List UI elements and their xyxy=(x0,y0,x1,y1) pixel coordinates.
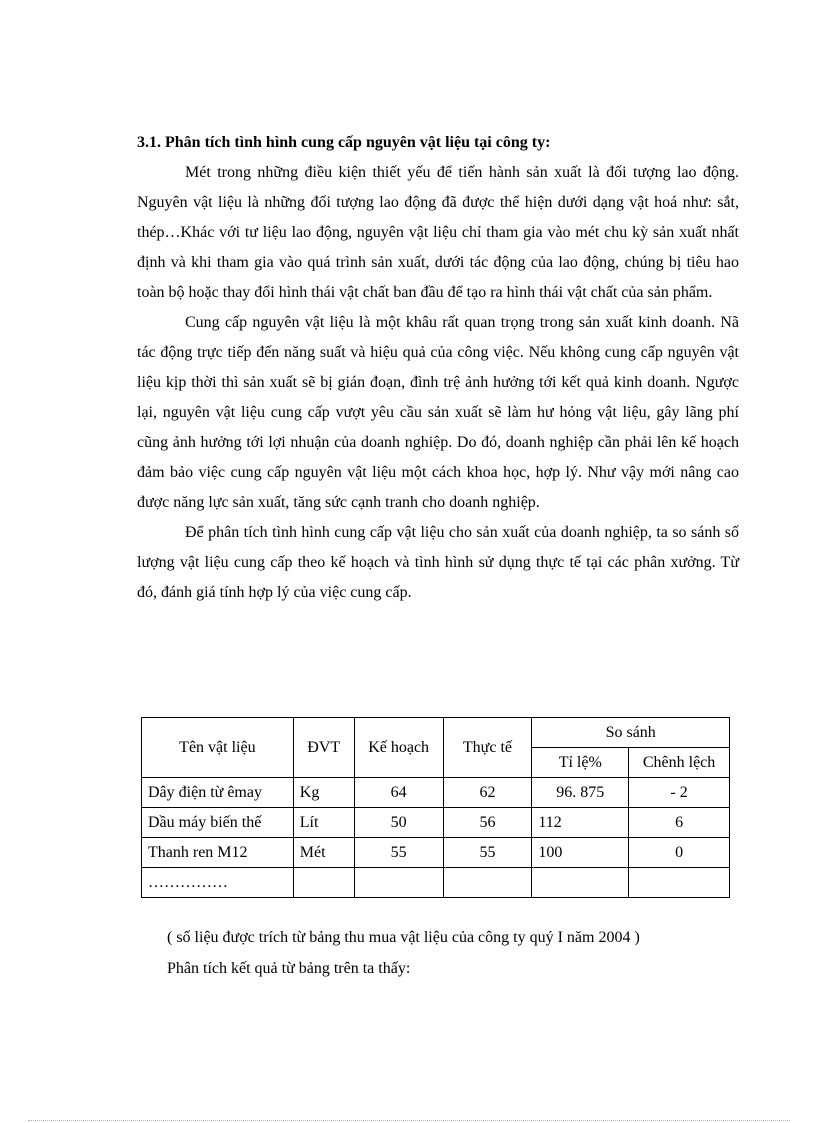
cell-material-name: Thanh ren M12 xyxy=(142,838,294,868)
cell-difference: 6 xyxy=(629,808,730,838)
paragraph-2: Cung cấp nguyên vật liệu là một khâu rất quan trọng trong sản xuất kinh doanh. Nã tác động trực tiếp đến năng suất và hiệu quả của công việc. Nếu không cung cấp nguyên vật liệu kịp thời thì sản xuất sẽ bị gián đoạn, đình trệ ảnh hưởng tới kết quả kinh doanh. Ngược lại, nguyên vật liệu cung cấp vượt yêu cầu sản xuất sẽ làm hư hỏng vật liệu, gây lãng phí cũng ảnh hưởng tới lợi nhuận của doanh nghiệp. Do đó, doanh nghiệp cần phải lên kế hoạch đảm bảo việc cung cấp nguyên vật liệu một cách khoa học, hợp lý. Như vậy mới nâng cao được năng lực sản xuất, tăng sức cạnh tranh cho doanh nghiệp. xyxy=(137,314,739,511)
table-header-row xyxy=(142,718,730,748)
cell-unit xyxy=(293,868,354,898)
header-actual: Thực tế xyxy=(443,718,532,778)
cell-material-name: Dầu máy biến thế xyxy=(142,808,294,838)
table-row xyxy=(142,778,730,808)
cell-difference xyxy=(629,868,730,898)
cell-material-name: …………… xyxy=(142,868,294,898)
document-body xyxy=(137,128,739,608)
source-note: ( số liệu được trích từ bảng thu mua vật liệu của công ty quý I năm 2004 ) xyxy=(167,929,640,946)
cell-actual: 55 xyxy=(443,838,532,868)
cell-plan xyxy=(354,868,443,898)
page-bottom-divider xyxy=(28,1120,790,1121)
cell-plan: 64 xyxy=(354,778,443,808)
cell-plan: 55 xyxy=(354,838,443,868)
header-difference: Chênh lệch xyxy=(629,748,730,778)
analysis-intro: Phân tích kết quả từ bảng trên ta thấy: xyxy=(167,960,411,977)
table-row xyxy=(142,838,730,868)
cell-actual: 56 xyxy=(443,808,532,838)
cell-difference: 0 xyxy=(629,838,730,868)
section-heading: 3.1. Phân tích tình hình cung cấp nguyên vật liệu tại công ty: xyxy=(137,134,551,151)
cell-difference: - 2 xyxy=(629,778,730,808)
paragraph-1: Mét trong những điều kiện thiết yếu để tiến hành sản xuất là đối tượng lao động. Nguyên vật liệu là những đối tượng lao động đã được thể hiện dưới dạng vật hoá như: sắt, thép…Khác với tư liệu lao động, nguyên vật liệu chỉ tham gia vào mét chu kỳ sản xuất nhất định và khi tham gia vào quá trình sản xuất, dưới tác động của lao động, chúng bị tiêu hao toàn bộ hoặc thay đổi hình thái vật chất ban đầu để tạo ra hình thái vật chất của sản phẩm. xyxy=(137,164,739,301)
header-plan: Kế hoạch xyxy=(354,718,443,778)
cell-actual xyxy=(443,868,532,898)
cell-material-name: Dây điện từ êmay xyxy=(142,778,294,808)
cell-percent: 112 xyxy=(532,808,629,838)
header-compare: So sánh xyxy=(532,718,730,748)
table-row xyxy=(142,808,730,838)
cell-plan: 50 xyxy=(354,808,443,838)
cell-percent: 96. 875 xyxy=(532,778,629,808)
cell-percent xyxy=(532,868,629,898)
header-unit: ĐVT xyxy=(293,718,354,778)
table-row xyxy=(142,868,730,898)
cell-percent: 100 xyxy=(532,838,629,868)
header-material-name: Tên vật liệu xyxy=(142,718,294,778)
paragraph-3: Để phân tích tình hình cung cấp vật liệu cho sản xuất của doanh nghiệp, ta so sánh số lượng vật liệu cung cấp theo kế hoạch và tình hình sử dụng thực tế tại các phân xưởng. Từ đó, đánh giá tính hợp lý của việc cung cấp. xyxy=(137,524,739,601)
materials-supply-table xyxy=(141,717,730,898)
header-percent: Tỉ lệ% xyxy=(532,748,629,778)
cell-unit: Lít xyxy=(293,808,354,838)
cell-unit: Mét xyxy=(293,838,354,868)
cell-actual: 62 xyxy=(443,778,532,808)
cell-unit: Kg xyxy=(293,778,354,808)
